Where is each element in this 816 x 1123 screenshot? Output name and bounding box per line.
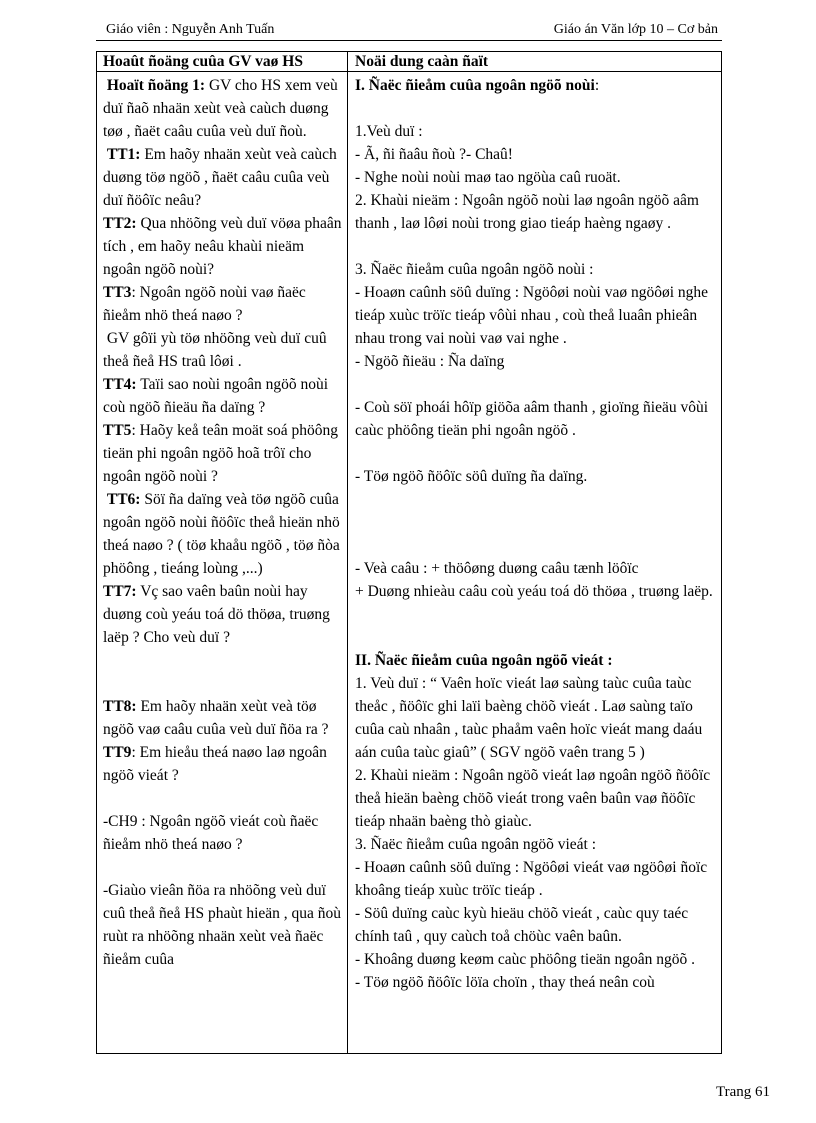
content-line: 3. Ñaëc ñieåm cuûa ngoân ngöõ noùi : — [355, 261, 594, 278]
tt6-label: TT6: — [106, 491, 141, 508]
activity-1-text: GV cho HS xem veù duï ñaõ nhaän xeùt veà caùch duøng tøø , ñaët caâu cuûa veù duï ñoù. — [103, 77, 338, 140]
tt4-text: Taïi sao noùi ngoân ngöõ noùi coù ngöõ ñieäu ña daïng ? — [103, 376, 329, 416]
content-line: 3. Ñaëc ñieåm cuûa ngoân ngöõ vieát : — [355, 836, 597, 853]
tt7-text: Vç sao vaên baûn noùi hay duøng coù yeáu toá dö thöøa, truøng laëp ? Cho veù duï ? — [103, 583, 330, 646]
teacher-hint: GV gôïi yù töø nhöõng veù duï cuû theå ñeå HS traû lôøi . — [103, 330, 327, 370]
header-course: Giáo án Văn lớp 10 – Cơ bản — [553, 22, 718, 37]
question-tt2 — [103, 212, 343, 281]
question-tt4 — [103, 373, 343, 419]
question-tt6 — [103, 488, 343, 580]
tt3-text: : Ngoân ngöõ noùi vaø ñaëc ñieåm nhö theá naøo ? — [103, 284, 306, 324]
tt1-text: Em haõy nhaän xeùt veà caùch duøng töø ngöõ , ñaët caâu cuûa veù duï ñöôïc neâu? — [103, 146, 337, 209]
page-number: Trang 61 — [715, 1084, 770, 1100]
question-ch9: -CH9 : Ngoân ngöõ vieát coù ñaëc ñieåm nhö theá naøo ? — [103, 813, 319, 853]
content-line: - Veà caâu : + thöôøng duøng caâu tænh löôïc — [355, 560, 639, 577]
tt7-label: TT7: — [103, 583, 137, 600]
col-header-content: Noäi dung caàn ñaït — [355, 53, 489, 70]
question-tt9 — [103, 741, 343, 787]
content-line: + Duøng nhieàu caâu coù yeáu toá dö thöøa , truøng laëp. — [355, 583, 713, 600]
content-line: 2. Khaùi nieäm : Ngoân ngöõ noùi laø ngoân ngöõ aâm thanh , laø lôøi noùi trong giao tieáp haèng ngaøy . — [355, 192, 699, 232]
content-line: - Ngöõ ñieäu : Ña daïng — [355, 353, 505, 370]
tt4-label: TT4: — [103, 376, 137, 393]
page-header — [96, 16, 722, 41]
question-tt1 — [103, 143, 343, 212]
content-line: - Coù söï phoái hôïp giöõa aâm thanh , gioïng ñieäu vôùi caùc phöông tieän phi ngoân ngöõ . — [355, 399, 709, 439]
tt3-label: TT3 — [103, 284, 132, 301]
tt9-label: TT9 — [103, 744, 132, 761]
question-tt7 — [103, 580, 343, 649]
content-line: - Ã, ñi ñaâu ñoù ?- Chaû! — [355, 146, 513, 163]
tt5-text: : Haõy keå teân moät soá phöông tieän phi ngoân ngöõ hoã trôï cho ngoân ngöõ noùi ? — [103, 422, 339, 485]
section-1-title: I. Ñaëc ñieåm cuûa ngoân ngöõ noùi: — [355, 77, 600, 94]
content-line: 2. Khaùi nieäm : Ngoân ngöõ vieát laø ngoân ngöõ ñöôïc theå hieän baèng chöõ vieát trong vaên baûn vaø ñöôïc tieáp nhaän baèng thò giaùc. — [355, 767, 711, 830]
question-tt3 — [103, 281, 343, 327]
content-line: - Töø ngöõ ñöôïc söû duïng ña daïng. — [355, 468, 588, 485]
content-column — [355, 74, 719, 994]
content-line: 1.Veù duï : — [355, 123, 423, 140]
column-divider — [347, 52, 348, 1053]
activity-1-label: Hoaït ñoäng 1: — [106, 77, 206, 94]
content-line: - Söû duïng caùc kyù hieäu chöõ vieát , caùc quy taéc chính taû , quy caùch toå chöùc vaên baûn. — [355, 905, 689, 945]
tt5-label: TT5 — [103, 422, 132, 439]
content-line: - Khoâng duøng keøm caùc phöông tieän ngoân ngöõ . — [355, 951, 696, 968]
activities-column — [103, 74, 343, 971]
header-teacher: Giáo viên : Nguyễn Anh Tuấn — [106, 22, 275, 37]
section-2-title: II. Ñaëc ñieåm cuûa ngoân ngöõ vieát : — [355, 652, 613, 669]
lesson-table — [96, 51, 722, 1054]
tt6-text: Söï ña daïng veà töø ngöõ cuûa ngoân ngöõ noùi ñöôïc theå hieän nhö theá naøo ? ( töø khaåu ngöõ , töø ñòa phöông , tieáng loùng ,...) — [103, 491, 340, 577]
tt9-text: : Em hieåu theá naøo laø ngoân ngöõ vieát ? — [103, 744, 327, 784]
content-line: 1. Veù duï : “ Vaên hoïc vieát laø saùng taùc cuûa taùc theåc , ñöôïc ghi laïi baèng chöõ vieát . Laø saùng taïo cuûa caù nhaân , taùc phaåm vaên hoïc vieát mang daáu aán cuûa taùc giaû” ( SGV ngöõ vaên trang 5 ) — [355, 675, 703, 761]
question-tt5 — [103, 419, 343, 488]
col-header-activities: Hoaût ñoäng cuûa GV vaø HS — [103, 53, 303, 70]
activity-1 — [103, 74, 343, 143]
teacher-final-note: -Giaùo vieân ñöa ra nhöõng veù duï cuû theå ñeå HS phaùt hieän , qua ñoù ruùt ra nhöõng nhaän xeùt veà ñaëc ñieåm cuûa — [103, 882, 342, 968]
tt2-label: TT2: — [103, 215, 137, 232]
header-row-divider — [97, 71, 721, 72]
tt1-label: TT1: — [106, 146, 141, 163]
question-tt8 — [103, 695, 343, 741]
content-line: - Hoaøn caûnh söû duïng : Ngöôøi noùi vaø ngöôøi nghe tieáp xuùc tröïc tieáp vôùi nhau , coù theå luaân phieân nhau trong vai noùi vaø vai nghe . — [355, 284, 709, 347]
content-line: - Nghe noùi noùi maø tao ngöùa caû ruoät. — [355, 169, 621, 186]
content-line: - Töø ngöõ ñöôïc löïa choïn , thay theá neân coù — [355, 974, 655, 991]
content-line: - Hoaøn caûnh söû duïng : Ngöôøi vieát vaø ngöôøi ñoïc khoâng tieáp xuùc tröïc tieáp . — [355, 859, 708, 899]
tt8-label: TT8: — [103, 698, 137, 715]
tt8-text: Em haõy nhaän xeùt veà töø ngöõ vaø caâu cuûa veù duï ñöa ra ? — [103, 698, 329, 738]
tt2-text: Qua nhöõng veù duï vöøa phaân tích , em haõy neâu khaùi nieäm ngoân ngöõ noùi? — [103, 215, 342, 278]
